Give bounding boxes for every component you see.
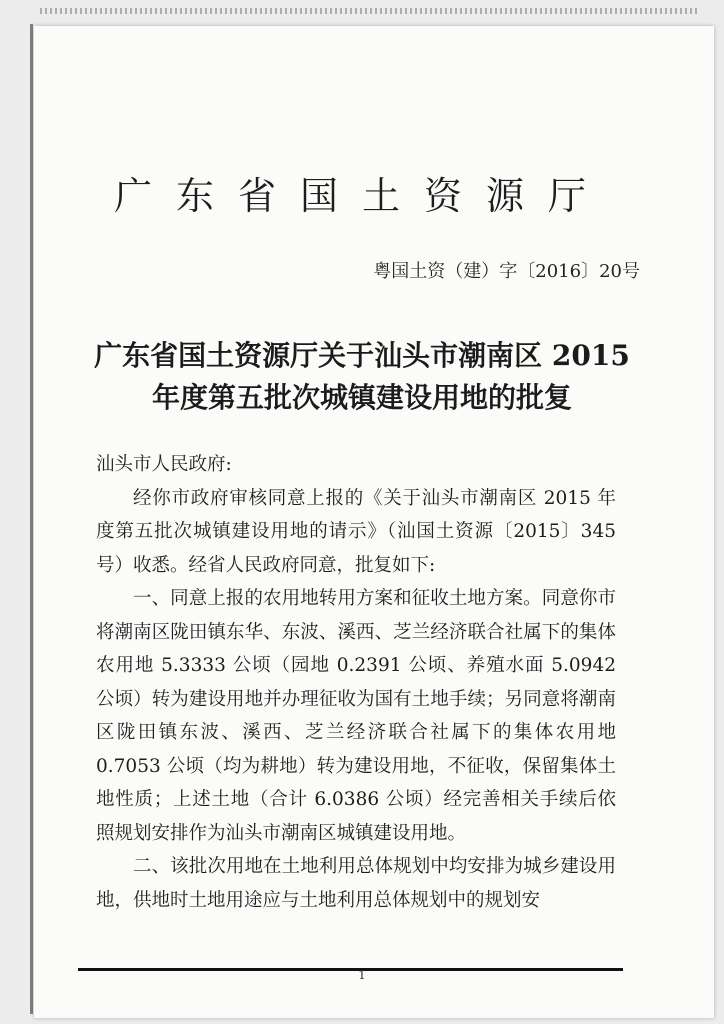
- scan-top-edge: [40, 8, 700, 14]
- document-body: [96, 448, 616, 917]
- document-title-line-2: 年度第五批次城镇建设用地的批复: [151, 381, 572, 414]
- page-number: 1: [358, 968, 366, 982]
- recipient: 汕头市人民政府:: [96, 454, 232, 475]
- body-paragraph: 经你市政府审核同意上报的《关于汕头市潮南区 2015 年度第五批次城镇建设用地的请示》（汕国土资源〔2015〕345 号）收悉。经省人民政府同意，批复如下:: [96, 487, 616, 576]
- issuing-authority-header: 广东省国土资源厅: [113, 174, 610, 218]
- body-paragraph: 二、该批次用地在土地利用总体规划中均安排为城乡建设用地，供地时土地用途应与土地利用总体规划中的规划安: [96, 856, 616, 911]
- body-paragraph: 一、同意上报的农用地转用方案和征收土地方案。同意你市将潮南区陇田镇东华、东波、溪西、芝兰经济联合社属下的集体农用地 5.3333 公顷（园地 0.2391 公顷、养殖水面 5.0942 公顷）转为建设用地并办理征收为国有土地手续；另同意将潮南区陇田镇东波、溪西、芝兰经济联合社属下的集体农用地 0.7053 公顷（均为耕地）转为建设用地，不征收，保留集体土地性质；上述土地（合计 6.0386 公顷）经完善相关手续后依照规划安排作为汕头市潮南区城镇建设用地。: [96, 588, 616, 844]
- document-number: 粤国土资（建）字〔2016〕20号: [373, 261, 640, 282]
- document-title-line-1: 广东省国土资源厅关于汕头市潮南区 2015: [94, 339, 630, 372]
- document-title: [0, 335, 724, 419]
